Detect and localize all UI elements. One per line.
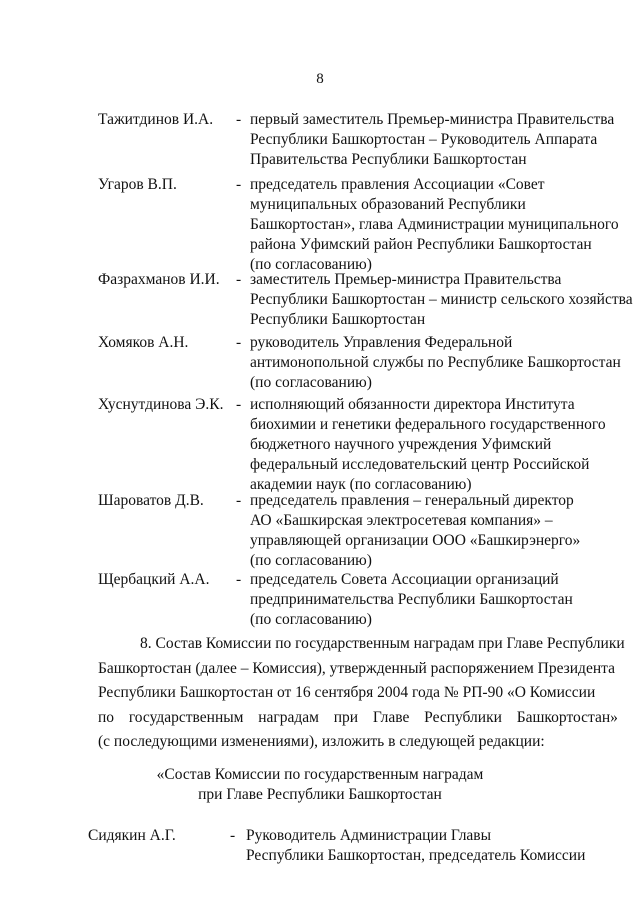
commission-heading bbox=[0, 765, 640, 805]
page-number: 8 bbox=[316, 71, 324, 87]
member-position-line: АО «Башкирская электросетевая компания» – bbox=[250, 512, 553, 529]
member-position bbox=[250, 333, 635, 393]
paragraph-line: 8. Состав Комиссии по государственным наградам при Главе Республики bbox=[140, 635, 625, 652]
member-position-line: Правительства Республики Башкортостан bbox=[250, 151, 527, 168]
member-dash: - bbox=[236, 271, 242, 288]
member-dash: - bbox=[236, 334, 242, 351]
member-position-line: председатель Совета Ассоциации организаций bbox=[250, 571, 559, 588]
member-name: Хомяков А.Н. bbox=[98, 334, 189, 351]
member-name: Щербацкий А.А. bbox=[98, 571, 210, 588]
member-position-line: (по согласованию) bbox=[250, 256, 372, 273]
member-position bbox=[250, 270, 635, 330]
member-name: Угаров В.П. bbox=[98, 176, 177, 193]
paragraph-line: (с последующими изменениями), изложить в следующей редакции: bbox=[98, 733, 545, 750]
member-position-line: Республики Башкортостан – Руководитель Аппарата bbox=[250, 131, 598, 148]
member-dash: - bbox=[236, 571, 242, 588]
paragraph-word: Республики bbox=[424, 708, 502, 726]
member-position-line: (по согласованию) bbox=[250, 611, 372, 628]
paragraph-word: Главе bbox=[372, 708, 410, 726]
member-position-line: антимонопольной службы по Республике Башкортостан bbox=[250, 354, 621, 371]
paragraph-word: по bbox=[98, 708, 115, 726]
member-position-line: заместитель Премьер-министра Правительства bbox=[250, 271, 562, 288]
member-dash: - bbox=[236, 396, 242, 413]
paragraph-line: Башкортостан (далее – Комиссия), утвержденный распоряжением Президента bbox=[98, 659, 615, 677]
member-position-line: района Уфимский район Республики Башкортостан bbox=[250, 236, 592, 253]
member-position-line: (по согласованию) bbox=[250, 552, 372, 569]
member-position-line: первый заместитель Премьер-министра Правительства bbox=[250, 111, 615, 128]
chair-position-line: Руководитель Администрации Главы bbox=[246, 827, 492, 844]
member-name: Хуснутдинова Э.К. bbox=[98, 396, 224, 413]
paragraph-word: государственным bbox=[128, 708, 244, 726]
paragraph-line bbox=[98, 706, 618, 731]
member-position bbox=[250, 175, 635, 275]
member-position bbox=[250, 570, 635, 630]
member-position-line: председатель правления Ассоциации «Совет bbox=[250, 176, 545, 193]
paragraph-line: Республики Башкортостан от 16 сентября 2004 года № РП-90 «О Комиссии bbox=[98, 684, 596, 701]
member-position-line: Республики Башкортостан bbox=[250, 311, 426, 328]
heading-line-2: при Главе Республики Башкортостан bbox=[198, 786, 442, 803]
member-position bbox=[250, 395, 635, 495]
member-dash: - bbox=[236, 176, 242, 193]
member-position-line: муниципальных образований Республики bbox=[250, 196, 526, 213]
member-position-line: бюджетного научного учреждения Уфимский bbox=[250, 436, 552, 453]
paragraph-8 bbox=[98, 632, 625, 755]
member-position-line: председатель правления – генеральный директор bbox=[250, 492, 574, 509]
member-name: Шароватов Д.В. bbox=[98, 492, 204, 509]
member-dash: - bbox=[236, 492, 242, 509]
paragraph-word: при bbox=[333, 708, 359, 726]
chair-position bbox=[246, 826, 585, 866]
chair-position-line: Республики Башкортостан, председатель Комиссии bbox=[246, 847, 586, 864]
member-dash: - bbox=[236, 111, 242, 128]
member-position-line: федеральный исследовательский центр Российской bbox=[250, 456, 590, 473]
member-position-line: (по согласованию) bbox=[250, 374, 372, 391]
member-position-line: управляющей организации ООО «Башкирэнерго» bbox=[250, 532, 581, 549]
member-name: Тажитдинов И.А. bbox=[98, 111, 214, 128]
paragraph-word: наградам bbox=[258, 708, 319, 726]
member-position bbox=[250, 491, 635, 571]
member-position-line: руководитель Управления Федеральной bbox=[250, 334, 513, 351]
member-position-line: Башкортостан», глава Администрации муниципального bbox=[250, 216, 619, 233]
member-name: Фазрахманов И.И. bbox=[98, 271, 220, 288]
chair-name: Сидякин А.Г. bbox=[88, 827, 176, 844]
member-position-line: предпринимательства Республики Башкортостан bbox=[250, 591, 573, 608]
member-position-line: исполняющий обязанности директора Института bbox=[250, 396, 575, 413]
heading-line-1: «Состав Комиссии по государственным наградам bbox=[156, 766, 484, 783]
chair-dash: - bbox=[230, 827, 236, 844]
member-position bbox=[250, 110, 635, 170]
member-position-line: Республики Башкортостан – министр сельского хозяйства bbox=[250, 291, 633, 308]
member-position-line: академии наук (по согласованию) bbox=[250, 476, 472, 493]
paragraph-word: Башкортостан» bbox=[516, 708, 618, 726]
member-position-line: биохимии и генетики федерального государственного bbox=[250, 416, 606, 433]
